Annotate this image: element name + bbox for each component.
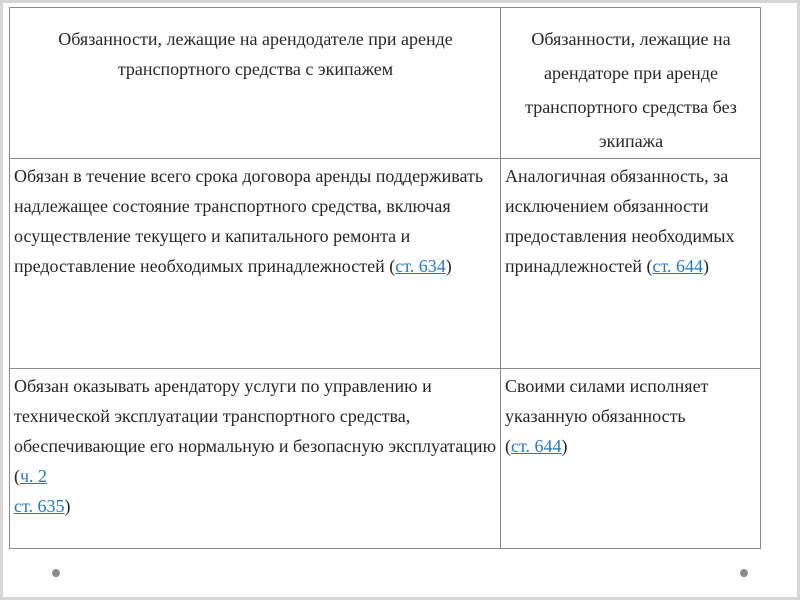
nav-dot-icon[interactable] [740, 569, 748, 577]
table-cell-lessee-services: Своими силами исполняет указанную обязанность (ст. 644) [501, 369, 761, 549]
table-row [10, 159, 761, 369]
cell-text: Своими силами исполняет указанную обязанность [505, 376, 709, 426]
header-lessor-duties: Обязанности, лежащие на арендодателе при аренде транспортного средства с экипажем [10, 8, 501, 159]
table-cell-lessee-maintenance [501, 159, 761, 369]
duties-comparison-table [9, 7, 761, 549]
cell-text-tail: ) [445, 256, 452, 276]
slide-frame-left [0, 0, 3, 600]
law-article-link-part[interactable]: ч. 2 [20, 466, 48, 486]
table-row [10, 369, 761, 549]
table-cell-lessor-services [10, 369, 501, 549]
nav-dot-icon[interactable] [52, 569, 60, 577]
cell-text-tail: ) [64, 496, 71, 516]
cell-text: Аналогичная обязанность, за исключением обязанности предоставления необходимых принадлежностей ( [505, 166, 735, 276]
cell-text-tail: ) [703, 256, 710, 276]
cell-text: Обязан оказывать арендатору услуги по управлению и технической эксплуатации транспортного средства, обеспечивающие его нормальную и безопасную эксплуатацию ( [14, 376, 497, 486]
law-article-link[interactable]: ст. 644 [652, 256, 704, 276]
cell-text-tail: ) [561, 436, 568, 456]
slide-frame-top [0, 0, 800, 3]
table-cell-lessor-maintenance [10, 159, 501, 369]
cell-text: Обязан в течение всего срока договора аренды поддерживать надлежащее состояние транспортного средства, включая осуществление текущего и капитального ремонта и предоставление необходимых принадлежностей ( [14, 166, 484, 276]
header-lessee-duties: Обязанности, лежащие на арендаторе при аренде транспортного средства без экипажа [501, 8, 761, 159]
table-header-row [10, 8, 761, 159]
law-article-link[interactable]: ст. 634 [395, 256, 446, 276]
law-article-link[interactable]: ст. 644 [511, 436, 562, 456]
law-article-link[interactable]: ст. 635 [14, 496, 65, 516]
